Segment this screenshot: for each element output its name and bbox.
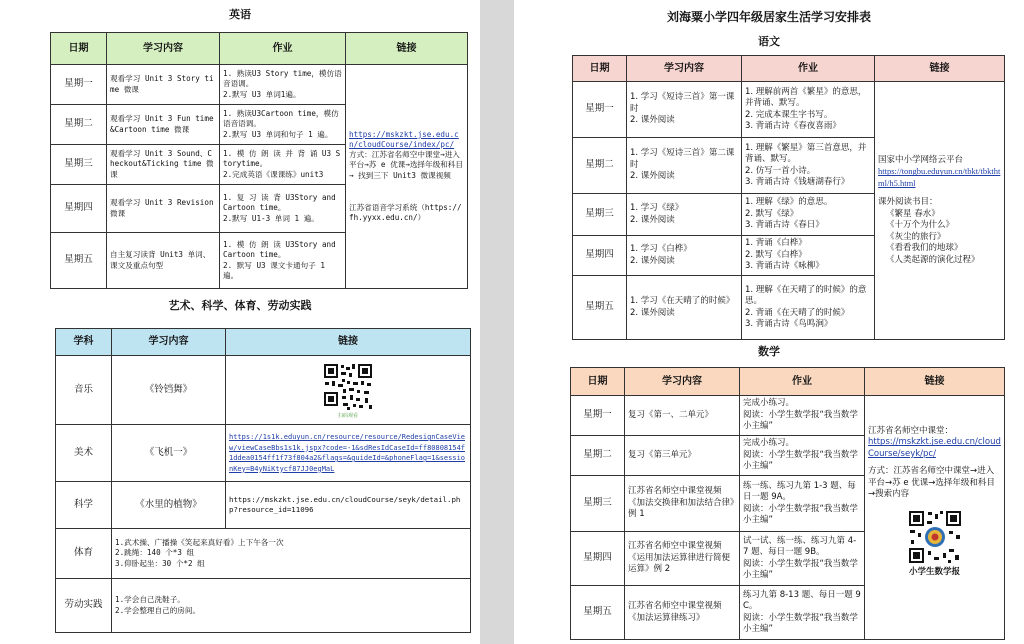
math-header-date: 日期 [571, 368, 625, 396]
pe-line: 3.仰卧起坐：30 个*2 组 [115, 558, 205, 568]
chinese-hw-line: 3. 背诵古诗《钱塘湖春行》 [745, 176, 850, 187]
chinese-day: 星期二 [573, 138, 627, 194]
left-page [0, 0, 480, 644]
chinese-content-line: 1. 学习《短诗三首》第一课时 [630, 92, 735, 114]
chinese-book: 《人类起源的演化过程》 [886, 254, 980, 265]
chinese-content-line: 1. 学习《白桦》 [630, 244, 692, 255]
chinese-content-line: 2. 课外阅读 [630, 115, 675, 126]
chinese-header-link: 链接 [875, 56, 1005, 82]
math-qr-code-icon[interactable] [907, 509, 963, 565]
chinese-hw-line: 1. 背诵《白桦》 [745, 238, 807, 249]
chinese-header-homework: 作业 [742, 56, 875, 82]
english-day: 星期二 [51, 105, 107, 145]
math-hw-line: 练一练、练习九第 1-3 题、每日一题 9A。 [743, 480, 856, 503]
math-content-line: 江苏省名师空中课堂视频《运用加法运算律进行简便运算》例 2 [628, 541, 731, 575]
math-hw-line: 完成小练习。 [743, 438, 795, 449]
math-link-url[interactable]: https://mskzkt.jse.edu.cn/cloudCourse/seyk/pc/ [868, 437, 1001, 459]
labor-subject: 劳动实践 [56, 579, 112, 633]
math-hw-line: 阅读：小学生数学报“我当数学小主编” [743, 409, 858, 432]
english-content: 自主复习读背 Unit3 单词、课文及重点句型 [107, 233, 220, 289]
right-page [514, 0, 1024, 644]
english-hw-line: 1. 模 仿 朗 读 U3Story and Cartoon time。 [223, 240, 336, 260]
english-hw-line: 2.默写 U1-3 单词 1 遍。 [223, 213, 319, 223]
english-day: 星期三 [51, 145, 107, 185]
math-hw-line: 阅读：小学生数学报“我当数学小主编” [743, 558, 858, 580]
math-table [570, 367, 1005, 640]
art-subject: 美术 [56, 425, 112, 482]
math-content-line: 复习《第三单元》 [628, 449, 697, 460]
math-header-content: 学习内容 [625, 368, 740, 396]
chinese-hw-line: 2. 仿写一首小诗。 [745, 165, 816, 176]
pe-line: 1.武术操、广播操《笑起来真好看》上下午各一次 [115, 538, 284, 548]
math-link-method: 方式：江苏省名师空中课堂→进入平台→苏 e 优课→选择年级和科目→搜索内容 [868, 466, 995, 500]
math-hw-line: 阅读：小学生数学报“我当数学小主编” [743, 449, 858, 472]
english-day: 星期一 [51, 65, 107, 105]
english-content: 观看学习 Unit 3 Revision 微课 [107, 185, 220, 233]
math-hw-line: 练习九第 8-13 题、每日一题 9C。 [743, 589, 861, 612]
chinese-content-line: 2. 课外阅读 [630, 214, 675, 225]
chinese-content-line: 2. 课外阅读 [630, 171, 675, 182]
chinese-hw-line: 2. 默写《白桦》 [745, 249, 807, 260]
chinese-title: 语文 [758, 35, 780, 48]
math-header-link: 链接 [865, 368, 1005, 396]
chinese-content-line: 1. 学习《绿》 [630, 203, 684, 214]
art-link[interactable]: https://1s1k.eduyun.cn/resource/resource/RedesignCaseView/viewCaseBbs1s1k.jspx?code=-1&sdResIdCaseId=ff80808154f1ddea0154ff1f73f804a2&flags=&guideId=&phoneFlag=1&sessionKey=B4yNiKtycf87JJ0egMaL [226, 425, 471, 482]
chinese-day: 星期三 [573, 194, 627, 236]
chinese-header-content: 学习内容 [627, 56, 742, 82]
english-hw-line: 1. 熟读U3 Story time，模仿语音语调。 [223, 69, 342, 89]
science-content: 《水里的植物》 [112, 482, 226, 529]
pe-subject: 体育 [56, 529, 112, 579]
chinese-link-platform: 国家中小学网络云平台 [878, 154, 964, 165]
chinese-hw-line: 3. 背诵古诗《春夜喜雨》 [745, 120, 841, 131]
chinese-book: 《看看我们的地球》 [886, 243, 963, 254]
pe-line: 2.跳绳：140 个*3 组 [115, 548, 195, 558]
main-title: 刘海粟小学四年级居家生活学习安排表 [666, 10, 871, 24]
english-link-method: 方式：江苏省名师空中课堂→进入平台→苏 e 优课→选择年级和科目→ 找到三下 Unit3 微课视频 [349, 150, 463, 180]
english-content: 观看学习 Unit 3 Story time 微课 [107, 65, 220, 105]
math-hw-line: 阅读：小学生数学报“我当数学小主编” [743, 503, 858, 525]
chinese-content-line: 1. 学习《在天晴了的时候》 [630, 296, 735, 307]
chinese-hw-line: 3. 背诵古诗《咏柳》 [745, 261, 824, 272]
arts-title: 艺术、科学、体育、劳动实践 [168, 299, 312, 312]
chinese-link-cell [875, 82, 1005, 340]
math-qr-caption: 小学生数学报 [908, 566, 960, 577]
english-content: 观看学习 Unit 3 Sound、Checkout&Ticking time 微课 [107, 145, 220, 185]
chinese-hw-line: 2. 背诵《在天晴了的时候》 [745, 307, 850, 318]
english-hw-line: 1. 模 仿 朗 读 并 背 诵 U3 Storytime。 [223, 149, 341, 169]
chinese-book: 《十万个为什么》 [886, 220, 955, 231]
math-hw-line: 阅读：小学生数学报“我当数学小主编” [743, 612, 858, 634]
arts-header-content: 学习内容 [112, 329, 226, 356]
pe-content [112, 529, 471, 579]
math-day: 星期五 [571, 586, 625, 640]
chinese-books-title: 课外阅读书目： [878, 197, 938, 208]
english-link-system: 江苏省语音学习系统（https://fh.yyxx.edu.cn/） [349, 202, 462, 223]
math-content-line: 江苏省名师空中课堂视频《加法运算律练习》 [628, 601, 722, 623]
music-content: 《铃铛舞》 [112, 356, 226, 425]
math-day: 星期一 [571, 396, 625, 436]
english-content: 观看学习 Unit 3 Fun time &Cartoon time 微课 [107, 105, 220, 145]
music-qr-caption: 扫码观看 [337, 412, 358, 419]
math-content-line: 复习《第一、二单元》 [628, 409, 714, 420]
chinese-hw-line: 1. 理解《绿》的意思。 [745, 197, 833, 208]
chinese-day: 星期五 [573, 276, 627, 340]
chinese-hw-line: 1. 理解《在天晴了的时候》的意思。 [745, 284, 867, 307]
math-hw-line: 完成小练习。 [743, 398, 795, 409]
english-hw-line: 1. 复 习 读 背 U3Story and Cartoon time。 [223, 193, 336, 213]
chinese-hw-line: 2. 完成本课生字书写。 [745, 109, 833, 120]
chinese-book: 《灰尘的旅行》 [886, 231, 946, 242]
math-header-homework: 作业 [740, 368, 865, 396]
english-title: 英语 [229, 8, 251, 21]
math-title: 数学 [758, 345, 780, 358]
music-qr-code-icon[interactable] [321, 361, 375, 413]
art-content: 《飞机一》 [112, 425, 226, 482]
english-header-content: 学习内容 [107, 33, 220, 65]
music-subject: 音乐 [56, 356, 112, 425]
chinese-day: 星期一 [573, 82, 627, 138]
chinese-hw-line: 2. 默写《绿》 [745, 208, 799, 219]
arts-header-subject: 学科 [56, 329, 112, 356]
english-hw-line: 2.默写 U3 单词1遍。 [223, 89, 301, 99]
labor-line: 1.学会自己洗鞋子。 [115, 595, 185, 605]
english-header-link: 链接 [346, 33, 468, 65]
english-link-url[interactable]: https://mskzkt.jse.edu.cn/cloudCourse/index/pc/ [349, 129, 459, 149]
math-content-line: 江苏省名师空中课堂视频《加法交换律和加法结合律》例 1 [628, 486, 735, 520]
chinese-content-line: 2. 课外阅读 [630, 307, 675, 318]
math-link-title: 江苏省名师空中课堂： [868, 426, 954, 436]
chinese-hw-line: 3. 背诵古诗《春日》 [745, 220, 824, 231]
math-day: 星期三 [571, 476, 625, 532]
chinese-hw-line: 1. 理解《繁星》第三首意思，并背诵、默写。 [745, 142, 867, 165]
chinese-book: 《繁星 春水》 [886, 208, 940, 219]
chinese-hw-line: 1. 理解前两首《繁星》的意思，并背诵、默写。 [745, 86, 867, 109]
english-hw-line: 2. 默写 U3 课文卡通句子 1 遍。 [223, 260, 325, 280]
math-day: 星期四 [571, 532, 625, 586]
english-hw-line: 2.完成英语《课课练》unit3 [223, 169, 324, 179]
labor-line: 2.学会整理自己的房间。 [115, 605, 201, 615]
labor-content [112, 579, 471, 633]
chinese-link-url[interactable]: https://tongbu.eduyun.cn/tbkt/tbkthtml/h5.html [878, 166, 1001, 188]
english-hw-line: 2.默写 U3 单词和句子 1 遍。 [223, 129, 333, 139]
chinese-table [572, 55, 1005, 340]
chinese-day: 星期四 [573, 236, 627, 276]
arts-table [55, 328, 471, 633]
science-subject: 科学 [56, 482, 112, 529]
english-table [50, 32, 468, 289]
chinese-content-line: 2. 课外阅读 [630, 255, 675, 266]
english-header-homework: 作业 [220, 33, 346, 65]
chinese-content-line: 1. 学习《短诗三首》第二课时 [630, 148, 735, 170]
math-day: 星期二 [571, 436, 625, 476]
english-hw-line: 1. 熟读U3Cartoon time，模仿语音语调。 [223, 109, 339, 129]
english-link-cell [346, 65, 468, 289]
english-day: 星期五 [51, 233, 107, 289]
english-header-date: 日期 [51, 33, 107, 65]
english-day: 星期四 [51, 185, 107, 233]
math-hw-line: 试一试、练一练、练习九第 4-7 题、每日一题 9B。 [743, 535, 857, 558]
arts-header-link: 链接 [226, 329, 471, 356]
chinese-header-date: 日期 [573, 56, 627, 82]
chinese-hw-line: 3. 背诵古诗《鸟鸣涧》 [745, 318, 833, 329]
science-link[interactable]: https://mskzkt.jse.edu.cn/cloudCourse/seyk/detail.php?resource_id=11096 [226, 482, 471, 529]
math-link-cell [865, 396, 1005, 640]
